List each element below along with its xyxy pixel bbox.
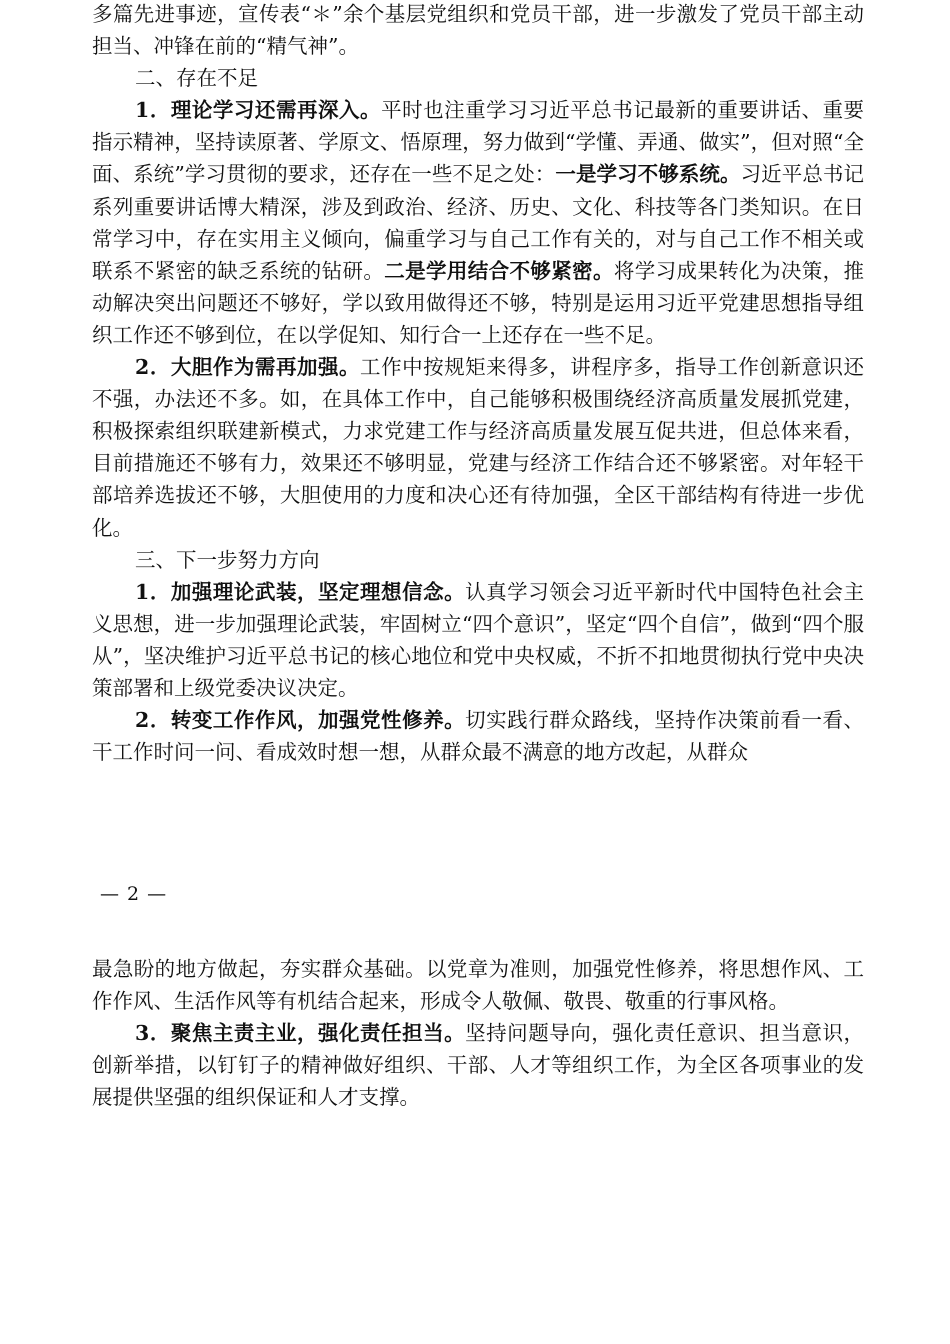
s2-item2-paragraph	[92, 351, 864, 544]
s3-item3-paragraph	[92, 1017, 864, 1113]
s3-item1-text: 认真学习领会习近平新时代中国特色社会主义思想，进一步加强理论武装，牢固树立“四个意识”，坚定“四个自信”，做到“四个服从”，坚决维护习近平总书记的核心地位和党中央权威，不折不扣地贯彻执行党中央决策部署和上级党委决议决定。	[92, 579, 865, 700]
s2-item1-text-a: 平时也注重学习习近平总书记最新的重要讲话、重要指示精神，坚持读原著、学原文、悟原理，努力做到“学懂、弄通、做实”，但对照“全面、系统”学习贯彻的要求，还存在一些不足之处：	[92, 98, 865, 187]
s3-item3-title: 3．聚焦主责主业，强化责任担当。	[135, 1021, 466, 1046]
s2-item2-text: 工作中按规矩来得多，讲程序多，指导工作创新意识还不强，办法还不多。如，在具体工作中，自己能够积极围绕经济高质量发展抓党建，积极探索组织联建新模式，力求党建工作与经济高质量发展互促共进，但总体来看，目前措施还不够有力，效果还不够明显，党建与经济工作结合还不够紧密。对年轻干部培养选拔还不够，大胆使用的力度和决心还有待加强，全区干部结构有待进一步优化。	[92, 355, 865, 540]
s2-item1-point1-title: 一是学习不够系统。	[555, 162, 741, 187]
s3-item2-title: 2．转变工作作风，加强党性修养。	[135, 708, 466, 733]
intro-continuation-paragraph: 多篇先进事迹，宣传表“＊”余个基层党组织和党员干部，进一步激发了党员干部主动担当、冲锋在前的“精气神”。	[92, 2, 864, 59]
s2-item1-paragraph	[92, 94, 864, 351]
page2-continuation-paragraph: 最急盼的地方做起，夯实群众基础。以党章为准则，加强党性修养，将思想作风、工作作风、生活作风等有机结合起来，形成令人敬佩、敬畏、敬重的行事风格。	[92, 957, 864, 1014]
s2-item1-title: 1．理论学习还需再深入。	[135, 98, 382, 123]
s2-item1-text-c: 将学习成果转化为决策，推动解决突出问题还不够好，学以致用做得还不够，特别是运用习近平党建思想指导组织工作还不够到位，在以学促知、知行合一上还存在一些不足。	[92, 258, 864, 347]
s2-item2-title: 2．大胆作为需再加强。	[135, 355, 361, 380]
s3-item2-paragraph	[92, 704, 864, 768]
section3-heading: 三、下一步努力方向	[135, 547, 320, 572]
s2-item1-text-b: 习近平总书记系列重要讲话博大精深，涉及到政治、经济、历史、文化、科技等各门类知识。在日常学习中，存在实用主义倾向，偏重学习与自己工作有关的，对与自己工作不相关或联系不紧密的缺乏系统的钻研。	[92, 162, 865, 283]
s3-item3-text: 坚持问题导向，强化责任意识、担当意识，创新举措，以钉钉子的精神做好组织、干部、人才等组织工作，为全区各项事业的发展提供坚强的组织保证和人才支撑。	[92, 1021, 865, 1110]
s3-item1-paragraph	[92, 576, 864, 704]
page-number: — 2 —	[100, 883, 168, 905]
s2-item1-point2-title: 二是学用结合不够紧密。	[384, 258, 614, 283]
s3-item2-text: 切实践行群众路线，坚持作决策前看一看、干工作时问一问、看成效时想一想，从群众最不满意的地方改起，从群众	[92, 708, 865, 765]
section2-heading: 二、存在不足	[135, 66, 259, 91]
page2-text-block	[92, 953, 864, 1113]
s3-item1-title: 1．加强理论武装，坚定理想信念。	[135, 579, 466, 604]
page1-text-block	[92, 0, 864, 768]
